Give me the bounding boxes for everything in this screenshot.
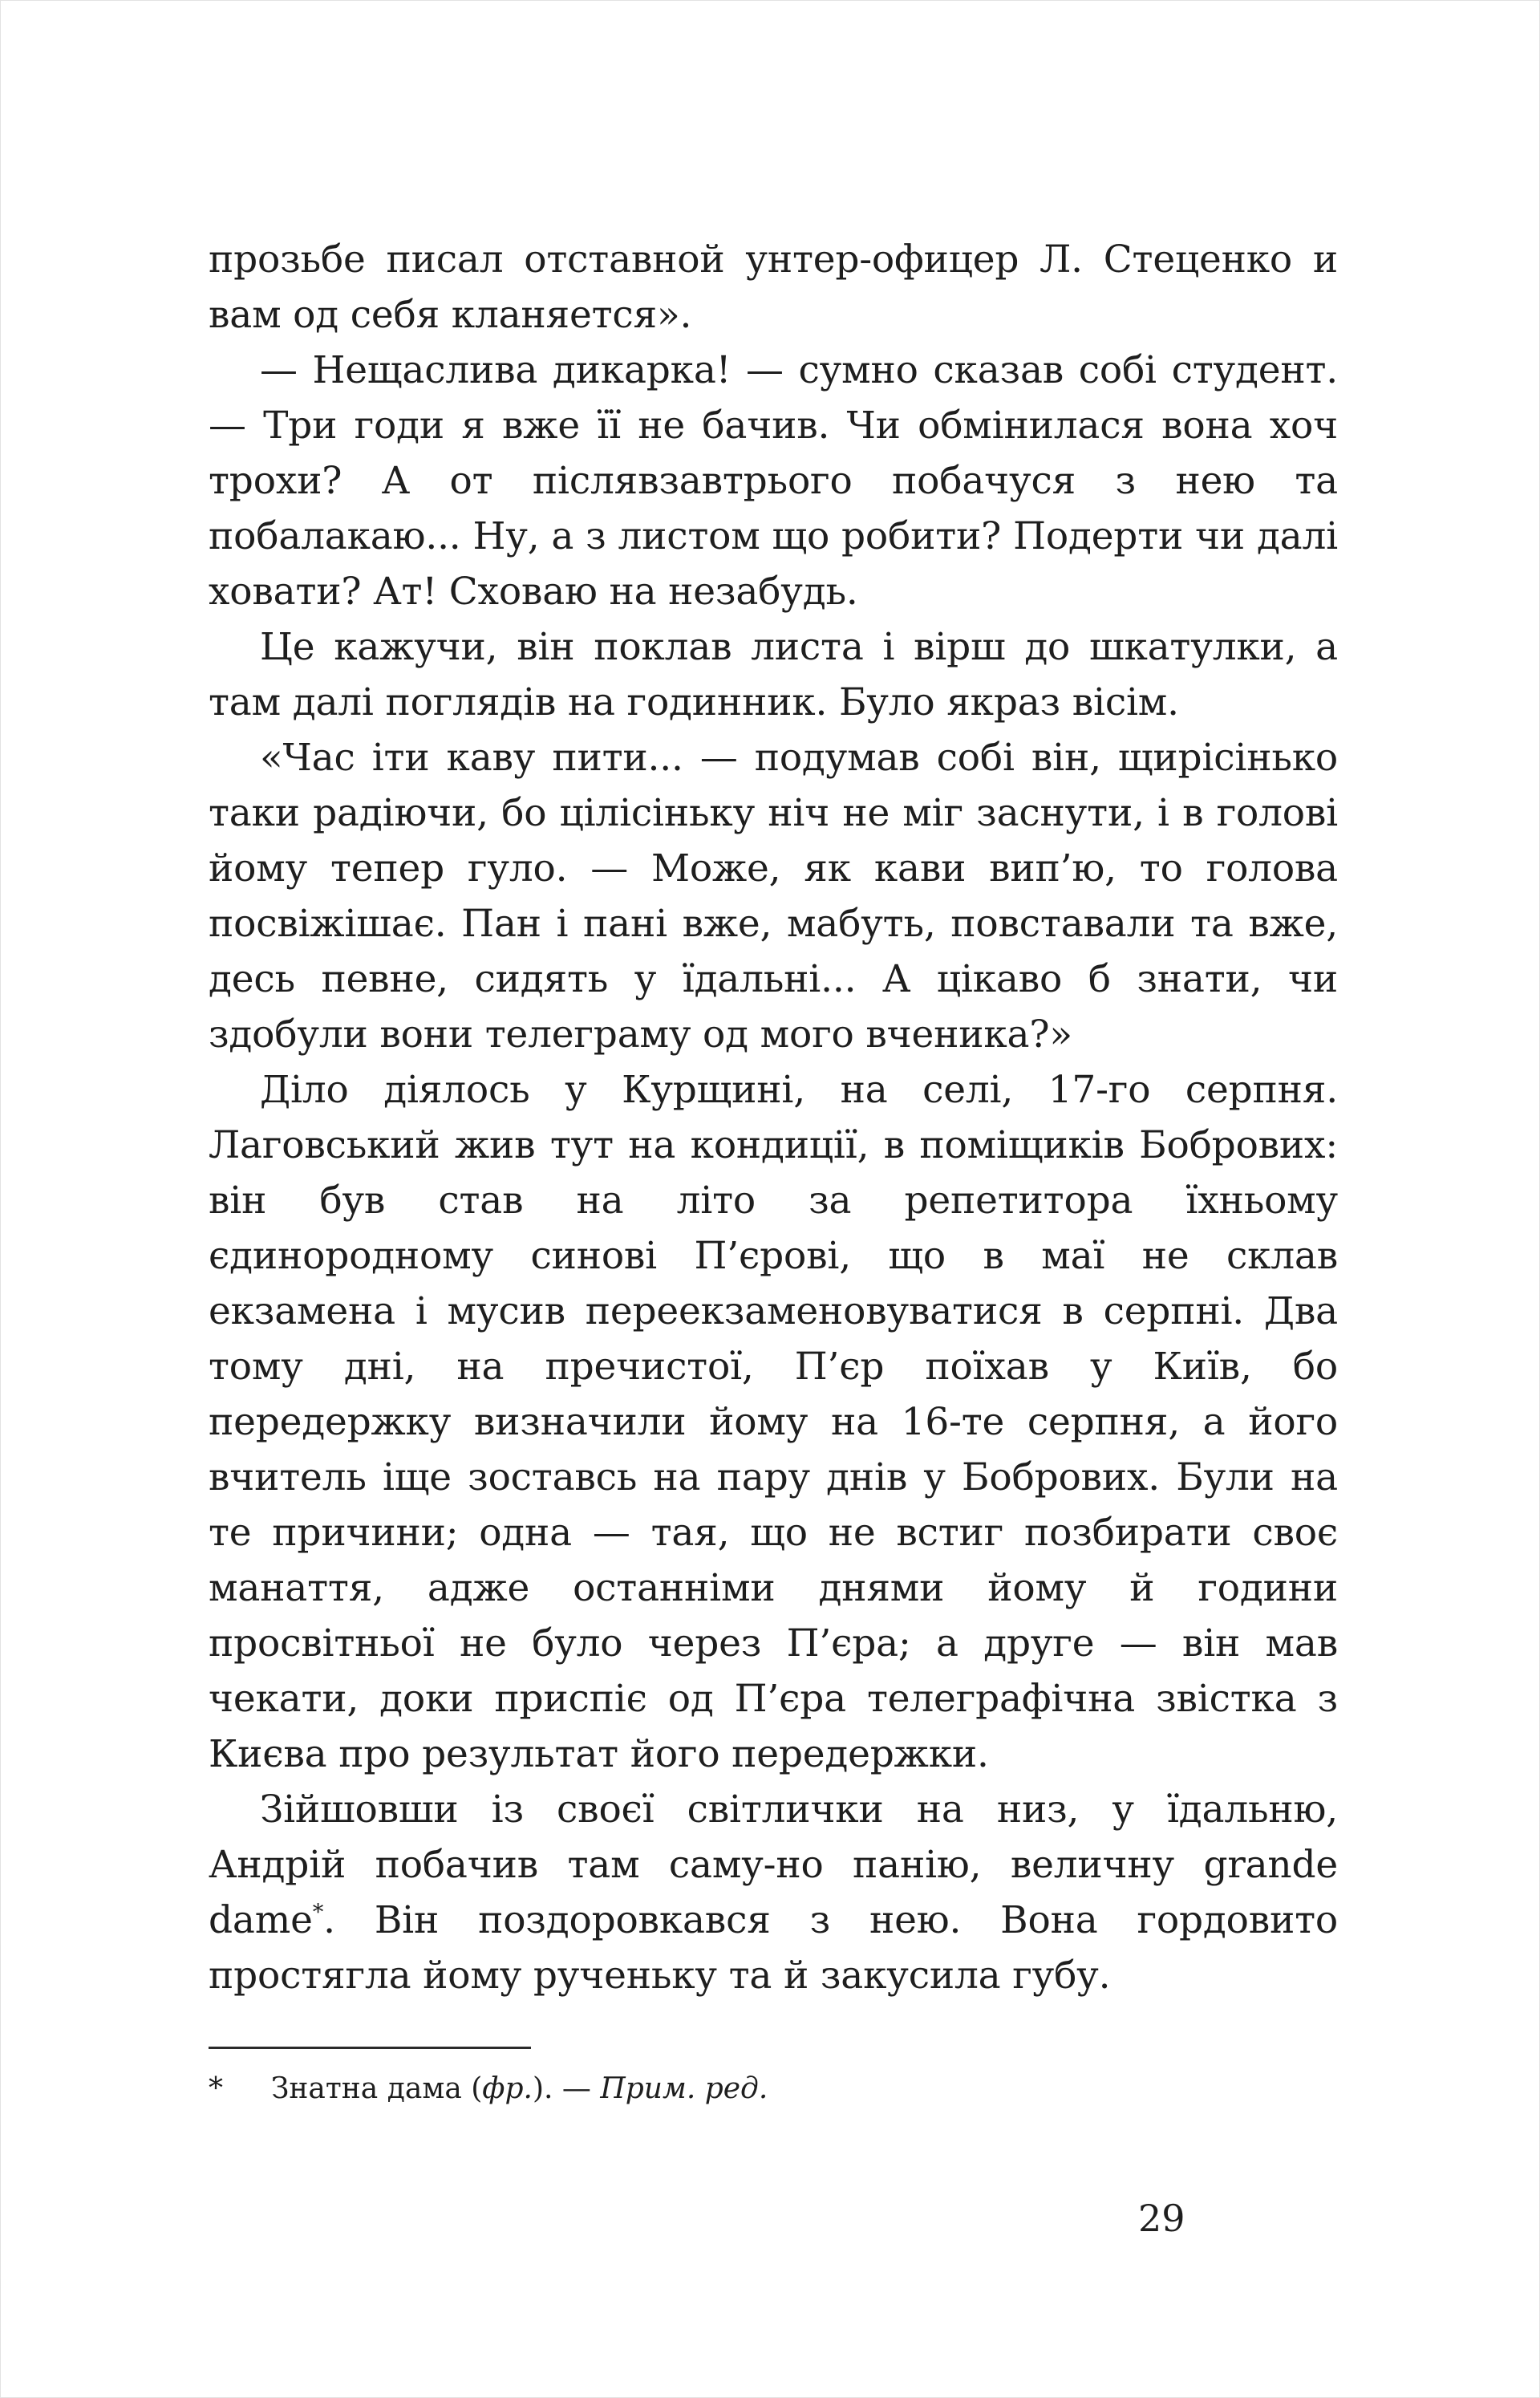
paragraph-continuation: прозьбе писал отставной унтер-офицер Л. Стеценко и вам од себя кланяется». — [209, 237, 1338, 337]
paragraph: Діло діялось у Курщині, на селі, 17-го серпня. Лаговський жив тут на кондиції, в поміщиків Бобрових: він був став на літо за репетитора їхньому єдинородному синові П’єрові, що в маї не склав екзамена і мусив переекзаменовуватися в серпні. Два тому дні, на пречистої, П’єр поїхав у Київ, бо передержку визначили йому на 16-те серпня, а його вчитель іще зоставсь на пару днів у Бобрових. Були на те причини; одна — тая, що не встиг позбирати своє манаття, адже останніми днями йому й години просвітньої не було через П’єра; а друге — він мав чекати, доки приспіє од П’єра телеграфічна звістка з Києва про результат його передержки. — [209, 1068, 1338, 1776]
paragraph-with-footnote-ref — [209, 1782, 1338, 2003]
footnote-text — [271, 2070, 1338, 2108]
paragraph-text: . Він поздоровкався з нею. Вона гордовито простягла йому рученьку та й закусила губу. — [209, 1898, 1338, 1998]
footnote-text-part: Знатна дама ( — [271, 2072, 483, 2105]
footnote — [209, 2070, 1338, 2108]
paragraph-quote: «Час іти каву пити... — подумав собі він, щирісінько таки радіючи, бо цілісіньку ніч не міг заснути, і в голові йому тепер гуло. — Може, як кави вип’ю, то голова посвіжішає. Пан і пані вже, мабуть, повставали та вже, десь певне, сидять у їдальні... А цікаво б знати, чи здобули вони телеграму од мого вченика?» — [209, 736, 1338, 1057]
paragraph: Це кажучи, він поклав листа і вірш до шкатулки, а там далі поглядів на годинник. Було якраз вісім. — [209, 625, 1338, 724]
footnote-text-part: ). — — [532, 2072, 601, 2105]
footnote-language-abbr: фр. — [482, 2072, 533, 2105]
page-text-block — [209, 232, 1338, 2003]
paragraph-dialogue: — Нещаслива дикарка! — сумно сказав собі студент. — Три годи я вже її не бачив. Чи обмінилася вона хоч трохи? А от післявзавтрього побачуся з нею та побалакаю... Ну, а з листом що робити? Подерти чи далі ховати? Ат! Сховаю на незабудь. — [209, 348, 1338, 614]
footnote-marker: * — [209, 2072, 223, 2105]
paragraph-text: Зійшовши із своєї світлички на низ, у їдальню, Андрій побачив там саму-но панію, величну grande dame — [209, 1787, 1338, 1942]
footnote-separator-rule — [209, 2047, 531, 2049]
footnote-reference-marker: * — [312, 1900, 324, 1925]
page-number: 29 — [1138, 2197, 1185, 2240]
footnote-area — [209, 2047, 1338, 2108]
footnote-source-label: Прим. ред. — [600, 2072, 768, 2105]
